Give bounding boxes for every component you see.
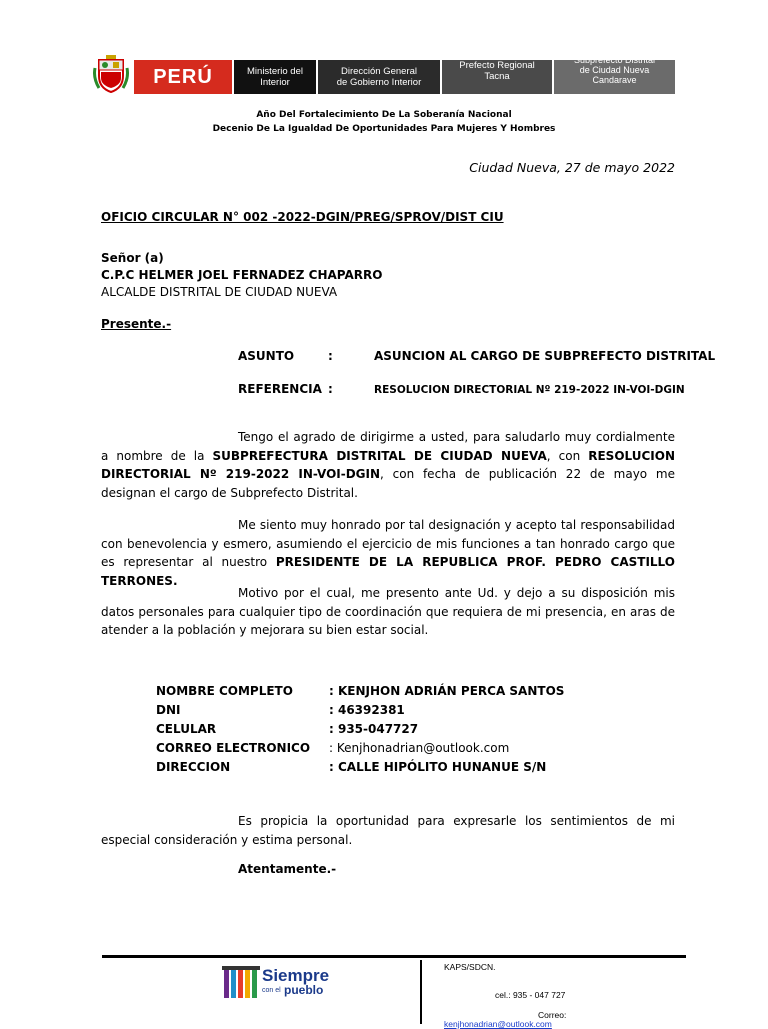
asunto-colon: : (328, 349, 333, 363)
header-prefect-box (442, 60, 552, 94)
referencia-value: RESOLUCION DIRECTORIAL Nº 219-2022 IN-VOI-DGIN (374, 384, 685, 396)
paragraph-1 (101, 428, 675, 502)
data-value: : 935-047727 (329, 722, 419, 736)
logo-siempre-text: Siempre (262, 966, 330, 985)
prefect-line1: Prefecto Regional (459, 60, 535, 71)
footer-divider (102, 955, 686, 958)
personal-data-table (156, 682, 564, 777)
recipient-name: C.P.C HELMER JOEL FERNADEZ CHAPARRO (101, 268, 383, 282)
presente-heading: Presente.- (101, 317, 172, 331)
p1-text-d: RESOLUCION DIRECTORIAL Nº 219-2022 IN-VOI-DGIN (101, 448, 675, 481)
data-value: : KENJHON ADRIÁN PERCA SANTOS (329, 684, 565, 698)
footer-cel: cel.: 935 - 047 727 (495, 990, 566, 1000)
referencia-label: REFERENCIA (238, 382, 322, 396)
ministry-line2: Interior (260, 77, 290, 88)
paragraph-2 (101, 516, 675, 590)
peru-logo (134, 60, 232, 94)
direction-line2: de Gobierno Interior (336, 77, 422, 88)
year-name-line: Año Del Fortalecimiento De La Soberanía Nacional (256, 110, 512, 120)
p3-text: Motivo por el cual, me presento ante Ud. y dejo a su disposición mis datos personales para cualquier tipo de coordinación que requiera de mi presencia, en aras de atender a la población y mejorara su bien estar social. (101, 586, 675, 637)
letter-date: Ciudad Nueva, 27 de mayo 2022 (469, 160, 675, 175)
coat-of-arms-icon (93, 54, 129, 94)
data-value: : CALLE HIPÓLITO HUNANUE S/N (329, 760, 547, 774)
data-row-name (156, 682, 564, 701)
referencia-colon: : (328, 382, 333, 396)
subprefect-line1: Subprefecto Distrital (573, 55, 656, 65)
data-row-email (156, 739, 564, 758)
data-value: : Kenjhonadrian@outlook.com (329, 741, 510, 755)
ministry-line1: Ministerio del (247, 66, 303, 77)
paragraph-3 (101, 584, 675, 640)
logo-pueblo-text: pueblo (284, 983, 324, 997)
paragraph-4 (101, 812, 675, 849)
p4-text: Es propicia la oportunidad para expresarle los sentimientos de mi especial consideración y estima personal. (101, 814, 675, 847)
asunto-label: ASUNTO (238, 349, 295, 363)
footer-vertical-divider (420, 960, 422, 1024)
siempre-logo-icon (222, 966, 260, 1000)
recipient-title: ALCALDE DISTRITAL DE CIUDAD NUEVA (101, 285, 338, 299)
p1-text-a: Tengo el agrado de dirigirme a usted, para saludarlo muy cordialmente a nombre de la (101, 430, 675, 463)
data-label: CELULAR (156, 722, 217, 736)
header-subprefect-box (554, 55, 675, 94)
data-label: DNI (156, 703, 181, 717)
p1-text-b: SUBPREFECTURA DISTRITAL DE CIUDAD NUEVA (212, 448, 547, 463)
footer-correo-link[interactable]: kenjhonadrian@outlook.com (444, 1019, 552, 1029)
footer-correo-label: Correo: (538, 1010, 567, 1020)
data-row-dni (156, 701, 564, 720)
data-row-cell (156, 720, 564, 739)
closing: Atentamente.- (238, 862, 337, 876)
data-label: CORREO ELECTRONICO (156, 741, 311, 755)
subprefect-line2: de Ciudad Nueva (579, 65, 650, 75)
direction-line1: Dirección General (340, 66, 418, 77)
prefect-line2: Tacna (484, 71, 510, 82)
decade-name-line: Decenio De La Igualdad De Oportunidades Para Mujeres Y Hombres (212, 124, 556, 134)
p2-text-a: Me siento muy honrado por tal designación y acepto tal responsabilidad con benevolencia y esmero, asumiendo el ejercicio de mis funciones a tan honrado cargo que es representar al nuestro (101, 518, 675, 569)
p1-text-c: , con (546, 448, 589, 463)
p1-text-e: , con fecha de publicación 22 de mayo me designan el cargo de Subprefecto Distrital. (101, 467, 675, 500)
salutation: Señor (a) (101, 251, 164, 265)
p2-text-b: PRESIDENTE DE LA REPUBLICA PROF. PEDRO CASTILLO TERRONES. (101, 555, 675, 588)
data-label: NOMBRE COMPLETO (156, 684, 293, 698)
data-value: : 46392381 (329, 703, 405, 717)
data-label: DIRECCION (156, 760, 231, 774)
data-row-address (156, 758, 564, 777)
subprefect-line3: Candarave (592, 75, 637, 85)
logo-conel-text: con el (262, 987, 281, 994)
header-ministry-box (234, 60, 316, 94)
header-direction-box (318, 60, 440, 94)
peru-label: PERÚ (153, 65, 213, 88)
oficio-number: OFICIO CIRCULAR N° 002 -2022-DGIN/PREG/SPROV/DIST CIU (101, 210, 504, 224)
footer-code: KAPS/SDCN. (444, 962, 496, 972)
asunto-value: ASUNCION AL CARGO DE SUBPREFECTO DISTRITAL (374, 349, 716, 363)
